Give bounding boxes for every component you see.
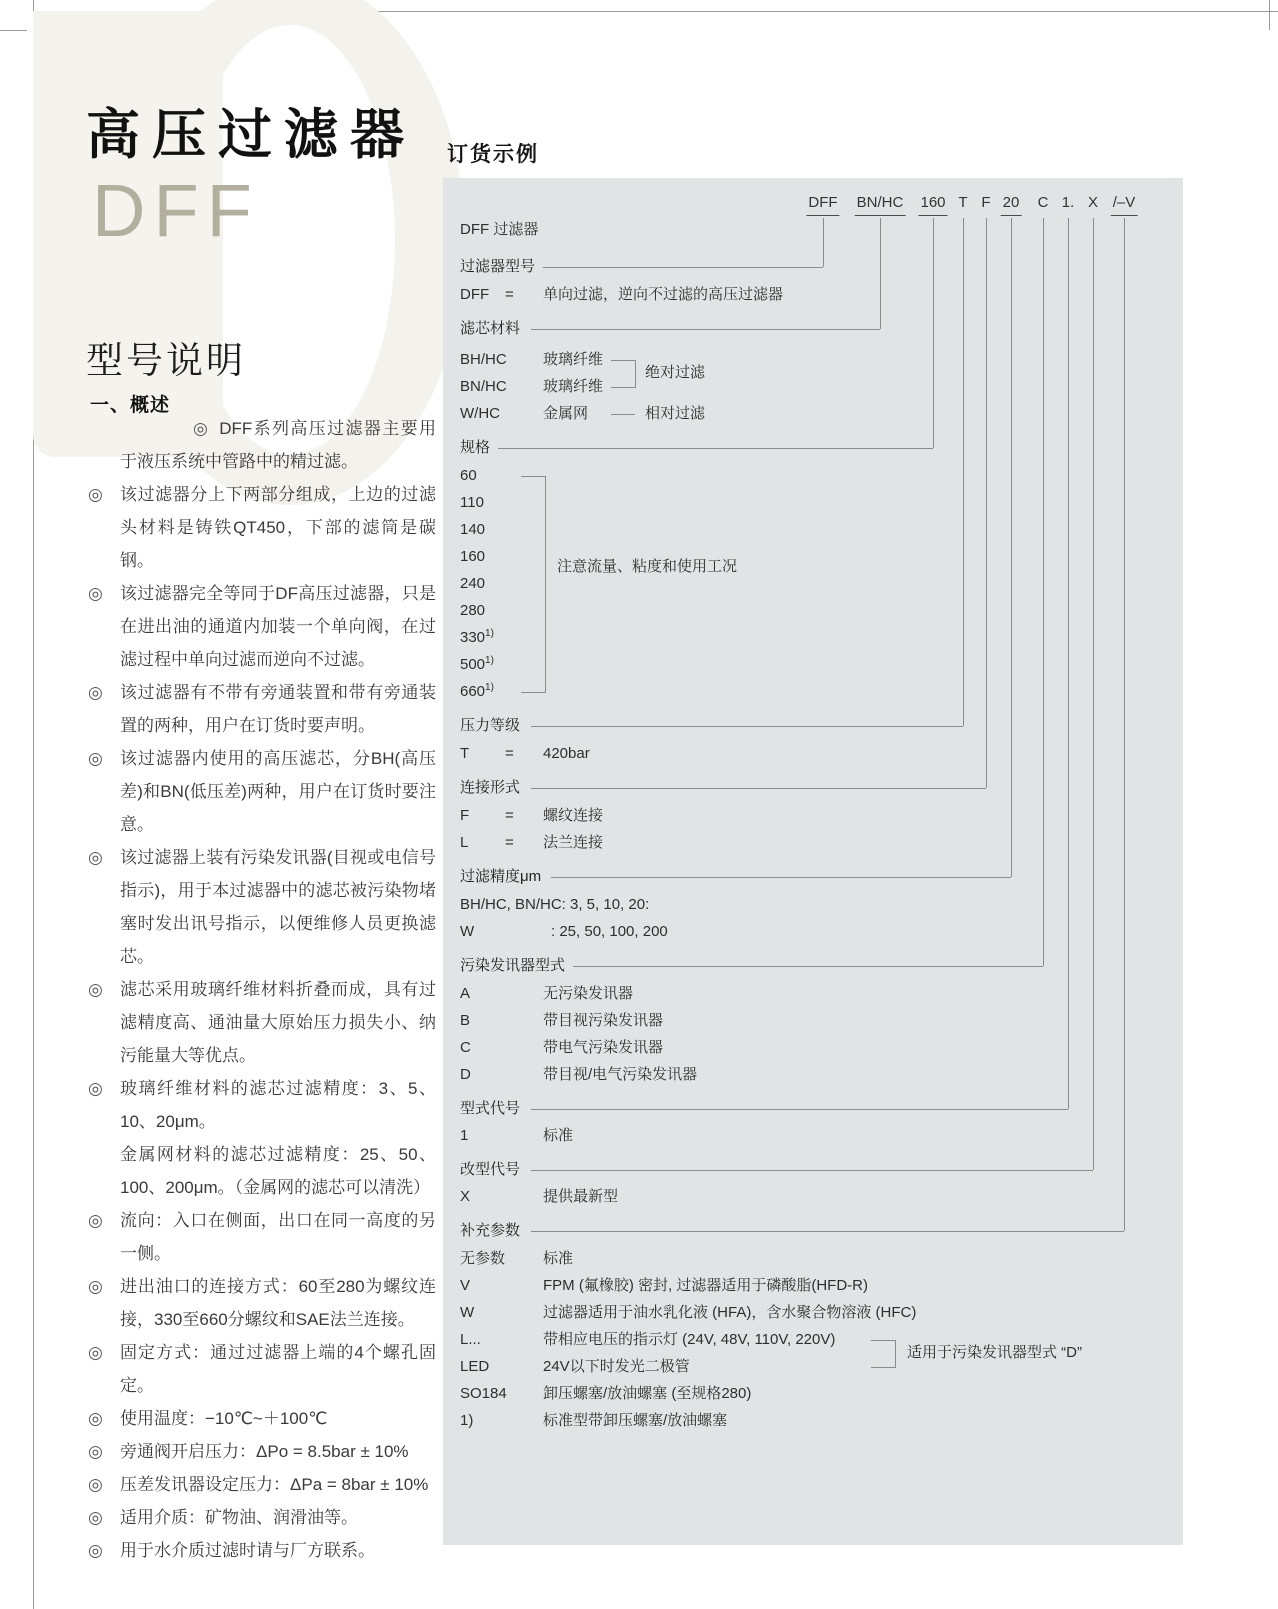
table-row: [443, 517, 1183, 543]
row-code: W: [460, 923, 475, 940]
table-row: [443, 374, 1183, 400]
order-section-label-micron: 过滤精度μm: [460, 864, 549, 890]
size-value: 500$^{1)}$: [460, 655, 494, 673]
bullet-icon: ◎: [88, 980, 103, 999]
table-row: [443, 544, 1183, 570]
bracket-line: [521, 476, 545, 477]
row-code: SO184: [460, 1385, 507, 1402]
row-code: F: [460, 807, 470, 824]
list-item: [88, 1468, 436, 1501]
row-desc: 带目视/电气污染发讯器: [543, 1066, 698, 1083]
row-code: V: [460, 1277, 471, 1294]
row-eq: =: [505, 834, 514, 851]
media-note-absolute: 绝对过滤: [645, 364, 706, 381]
code-part-supplement: /–V: [1111, 192, 1138, 216]
bullet-icon: ◎: [88, 1079, 103, 1098]
row-eq: =: [505, 745, 514, 762]
table-row: [443, 919, 1183, 945]
row-code: B: [460, 1012, 471, 1029]
row-desc: 玻璃纤维: [543, 378, 604, 395]
list-item: [88, 742, 436, 841]
bullet-icon: ◎: [88, 584, 103, 603]
page-title: 高压过滤器: [86, 105, 416, 165]
crop-mark-top-right: [1269, 0, 1270, 30]
table-row: [443, 282, 1183, 308]
bullet-text: 该过滤器完全等同于DF高压过滤器，只是在进出油的通道内加装一个单向阀，在过滤过程中单向过滤而逆向不过滤。: [120, 584, 436, 669]
row-desc: 标准: [543, 1250, 574, 1267]
order-section-label-mod: 改型代号: [460, 1157, 528, 1183]
table-row: [443, 981, 1183, 1007]
row-code: 1: [460, 1127, 469, 1144]
row-code: C: [460, 1039, 471, 1056]
connector-line: [543, 267, 823, 268]
size-value: 160: [460, 548, 486, 565]
row-desc: 无污染发讯器: [543, 985, 634, 1002]
row-code: A: [460, 985, 471, 1002]
size-value: 330$^{1)}$: [460, 628, 494, 646]
code-part-series: DFF: [806, 192, 839, 216]
code-part-size: 160: [918, 192, 947, 216]
size-value: 60: [460, 467, 477, 484]
list-item: [88, 478, 436, 577]
row-desc: 24V以下时发光二极管: [543, 1358, 690, 1375]
list-item: [88, 1270, 436, 1336]
row-text: BH/HC, BN/HC: 3, 5, 10, 20:: [460, 896, 650, 913]
table-row: [443, 571, 1183, 597]
row-code: LED: [460, 1358, 490, 1375]
bullet-text: 金属网材料的滤芯过滤精度：25、50、100、200μm。（金属网的滤芯可以清洗）: [120, 1145, 436, 1197]
row-desc: 螺纹连接: [543, 807, 604, 824]
list-item: [88, 1501, 436, 1534]
bullet-text: 滤芯采用玻璃纤维材料折叠而成，具有过滤精度高、通油量大原始压力损失小、纳污能量大等优点。: [120, 980, 436, 1065]
bullet-icon: ◎: [88, 1475, 103, 1494]
code-part-type: 1.: [1061, 194, 1075, 211]
overview-list: [88, 412, 436, 1567]
order-section-label-media: 滤芯材料: [460, 316, 528, 342]
row-desc: 法兰连接: [543, 834, 604, 851]
row-desc: 带电气污染发讯器: [543, 1039, 664, 1056]
order-section-label-size: 规格: [460, 435, 498, 461]
bullet-text: DFF系列高压过滤器主要用于液压系统中管路中的精过滤。: [120, 419, 436, 471]
row-code: X: [460, 1188, 471, 1205]
size-value: 660$^{1)}$: [460, 682, 494, 700]
bullet-text: 进出油口的连接方式：60至280为螺纹连接，330至660分螺纹和SAE法兰连接。: [120, 1277, 436, 1329]
bracket-line: [545, 476, 546, 693]
overview-heading: 一、概述: [90, 395, 171, 416]
connector-line: [531, 1231, 1124, 1232]
table-row: [443, 892, 1183, 918]
list-item: [88, 676, 436, 742]
list-item: [88, 1534, 436, 1567]
size-note: 注意流量、粘度和使用工况: [557, 558, 738, 575]
connector-line: [531, 788, 986, 789]
table-row: [443, 1123, 1183, 1149]
bullet-text: 适用介质：矿物油、润滑油等。: [120, 1508, 358, 1527]
table-row: [443, 1062, 1183, 1088]
bullet-icon: ◎: [88, 1211, 103, 1230]
order-section-label-connection: 连接形式: [460, 775, 528, 801]
bullet-icon: ◎: [88, 1409, 103, 1428]
list-item: [88, 841, 436, 973]
row-desc: 带目视污染发讯器: [543, 1012, 664, 1029]
code-part-media: BN/HC: [855, 192, 906, 216]
row-desc: 单向过滤，逆向不过滤的高压过滤器: [543, 286, 784, 303]
bullet-icon: ◎: [88, 749, 103, 768]
table-row: [443, 830, 1183, 856]
bullet-text: 玻璃纤维材料的滤芯过滤精度：3、5、10、20μm。: [120, 1079, 436, 1131]
bullet-text: 使用温度：−10℃~＋100℃: [120, 1409, 328, 1428]
bracket-line: [635, 360, 636, 388]
order-section-label-type: 型式代号: [460, 1096, 528, 1122]
connector-line: [568, 966, 1043, 967]
code-part-micron: 20: [1001, 192, 1022, 216]
list-item: [88, 577, 436, 676]
table-row: [443, 598, 1183, 624]
bullet-icon: ◎: [88, 1541, 103, 1560]
row-desc: 卸压螺塞/放油螺塞 (至规格280): [543, 1385, 752, 1402]
order-section-label-indicator: 污染发讯器型式: [460, 953, 573, 979]
connector-line: [531, 1109, 1068, 1110]
list-item: [88, 973, 436, 1072]
crop-mark-left: [0, 30, 27, 31]
table-row: [443, 1408, 1183, 1434]
list-item: [88, 1204, 436, 1270]
bracket-line: [611, 414, 635, 415]
list-item: [88, 1435, 436, 1468]
row-desc: 提供最新型: [543, 1188, 619, 1205]
bracket-line: [611, 387, 635, 388]
bullet-icon: ◎: [88, 485, 103, 504]
code-part-indicator: C: [1037, 194, 1049, 211]
row-desc: 420bar: [543, 745, 590, 762]
bullet-text: 该过滤器分上下两部分组成，上边的过滤头材料是铸铁QT450，下部的滤筒是碳钢。: [120, 485, 436, 570]
row-eq: =: [505, 286, 514, 303]
table-row: [443, 1035, 1183, 1061]
bullet-icon: ◎: [88, 1442, 103, 1461]
bullet-icon: ◎: [193, 419, 210, 438]
row-code: BH/HC: [460, 351, 507, 368]
order-section-label-supplement: 补充参数: [460, 1218, 528, 1244]
series-code: DFF: [92, 169, 260, 252]
connector-line: [531, 726, 963, 727]
order-example-panel: [443, 178, 1183, 1545]
connector-line: [498, 448, 933, 449]
bullet-text: 压差发讯器设定压力：ΔPa = 8bar ± 10%: [120, 1475, 429, 1494]
bullet-text: 该过滤器内使用的高压滤芯，分BH(高压差)和BN(低压差)两种，用户在订货时要注意。: [120, 749, 436, 834]
bracket-line: [871, 1340, 895, 1341]
bullet-icon: ◎: [88, 1343, 103, 1362]
bullet-icon: ◎: [88, 848, 103, 867]
bullet-text: 流向：入口在侧面，出口在同一高度的另一侧。: [120, 1211, 436, 1263]
row-code: BN/HC: [460, 378, 507, 395]
table-row: [443, 463, 1183, 489]
size-value: 110: [460, 494, 484, 511]
bullet-text: 该过滤器有不带有旁通装置和带有旁通装置的两种，用户在订货时要声明。: [120, 683, 436, 735]
list-item: [88, 1336, 436, 1402]
row-code: 1): [460, 1412, 474, 1429]
bullet-text: 用于水介质过滤时请与厂方联系。: [120, 1541, 375, 1560]
row-desc: 标准: [543, 1127, 574, 1144]
table-row: [443, 1381, 1183, 1407]
row-desc: : 25, 50, 100, 200: [551, 923, 668, 940]
table-row: [443, 401, 1183, 427]
table-row: [443, 1246, 1183, 1272]
bullet-icon: ◎: [88, 1508, 103, 1527]
table-row: [443, 652, 1183, 678]
order-section-label-pressure: 压力等级: [460, 713, 528, 739]
bullet-icon: ◎: [88, 683, 103, 702]
table-row: [443, 803, 1183, 829]
bullet-text: 固定方式：通过过滤器上端的4个螺孔固定。: [120, 1343, 436, 1395]
table-row: [443, 625, 1183, 651]
row-desc: 标准型带卸压螺塞/放油螺塞: [543, 1412, 728, 1429]
size-value: 140: [460, 521, 486, 538]
bullet-text: 旁通阀开启压力：ΔPo = 8.5bar ± 10%: [120, 1442, 409, 1461]
row-code: L: [460, 834, 469, 851]
connector-line: [531, 1170, 1093, 1171]
table-row: [443, 490, 1183, 516]
row-code: 无参数: [460, 1250, 506, 1267]
table-row: [443, 1273, 1183, 1299]
bracket-line: [611, 360, 635, 361]
size-value: 280: [460, 602, 486, 619]
row-eq: =: [505, 807, 514, 824]
row-desc: 过滤器适用于油水乳化液 (HFA)，含水聚合物溶液 (HFC): [543, 1304, 917, 1321]
row-code: W: [460, 1304, 475, 1321]
row-code: D: [460, 1066, 471, 1083]
list-item: [88, 1402, 436, 1435]
row-desc: 金属网: [543, 405, 589, 422]
row-desc: 带相应电压的指示灯 (24V, 48V, 110V, 220V): [543, 1331, 836, 1348]
table-row: [443, 679, 1183, 705]
code-part-pressure: T: [958, 194, 968, 211]
size-value: 240: [460, 575, 486, 592]
media-note-relative: 相对过滤: [645, 405, 706, 422]
bracket-line: [895, 1340, 896, 1368]
section-title: 型号说明: [86, 340, 246, 381]
order-example-heading: 订货示例: [447, 143, 539, 166]
bullet-icon: ◎: [88, 1277, 103, 1296]
row-desc: FPM (氟橡胶) 密封, 过滤器适用于磷酸脂(HFD-R): [543, 1277, 868, 1294]
bracket-line: [871, 1367, 895, 1368]
bullet-text: 该过滤器上装有污染发讯器(目视或电信号指示)，用于本过滤器中的滤芯被污染物堵塞时发出讯号指示，以便维修人员更换滤芯。: [120, 848, 436, 966]
order-section-label-model: 过滤器型号: [460, 254, 543, 280]
list-item: [88, 1072, 436, 1138]
supplement-note: 适用于污染发讯器型式 “D”: [907, 1344, 1082, 1361]
row-desc: 玻璃纤维: [543, 351, 604, 368]
connector-line: [551, 877, 1011, 878]
row-code: T: [460, 745, 470, 762]
code-part-connection: F: [981, 194, 991, 211]
connector-line: [531, 329, 880, 330]
table-row: [443, 1008, 1183, 1034]
row-text: DFF 过滤器: [460, 221, 539, 238]
bracket-line: [521, 692, 545, 693]
row-code: DFF: [460, 286, 490, 303]
table-row: [443, 1184, 1183, 1210]
list-item: [88, 1138, 436, 1204]
list-item: [88, 412, 436, 478]
table-row: [443, 347, 1183, 373]
table-row: [443, 741, 1183, 767]
table-row: [443, 1300, 1183, 1326]
row-code: L...: [460, 1331, 481, 1348]
row-code: W/HC: [460, 405, 500, 422]
table-row: [443, 217, 1183, 243]
code-part-mod: X: [1087, 194, 1099, 211]
